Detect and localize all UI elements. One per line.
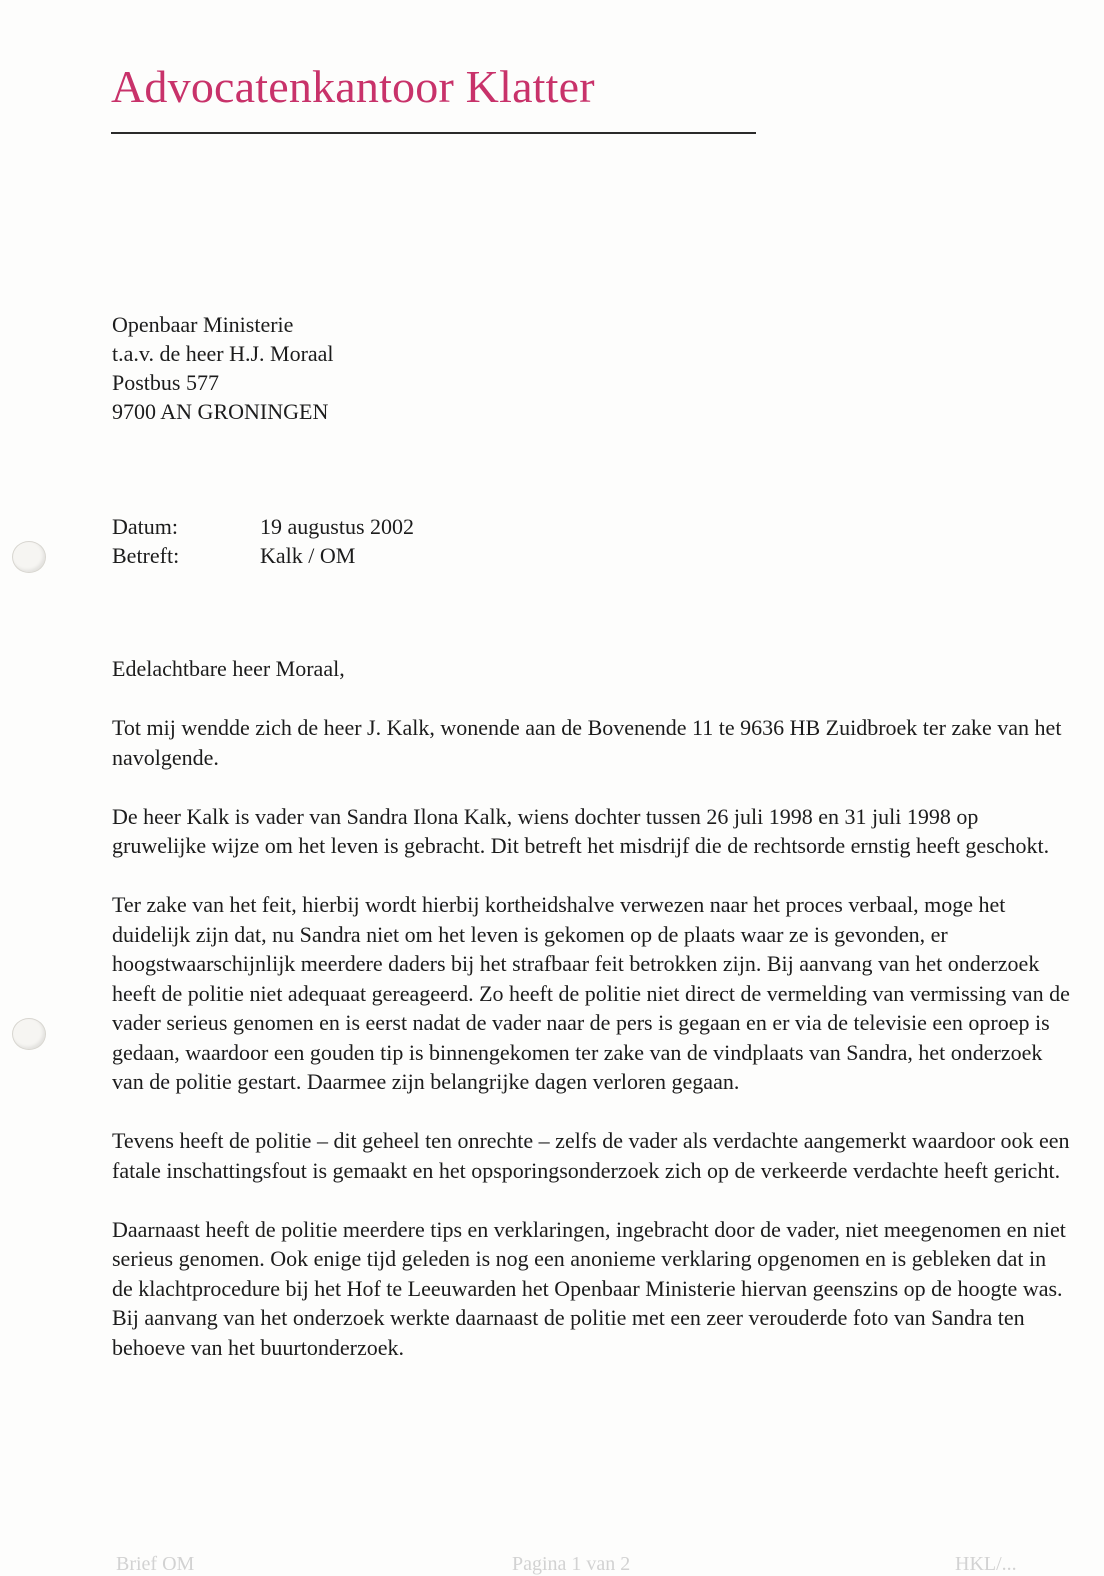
meta-row-date xyxy=(112,512,414,541)
paragraph-2: De heer Kalk is vader van Sandra Ilona Kalk, wiens dochter tussen 26 juli 1998 en 31 juli 1998 op gruwelijke wijze om het leven is gebracht. Dit betreft het misdrijf die de rechtsorde ernstig heeft geschokt. xyxy=(112,803,1050,858)
recipient-line-city: 9700 AN GRONINGEN xyxy=(112,399,329,424)
paragraph-4: Tevens heeft de politie – dit geheel ten onrechte – zelfs de vader als verdachte aangemerkt waardoor ook een fatale inschattingsfout is gemaakt en het opsporingsonderzoek zich op de verkeerde verdachte heeft gericht. xyxy=(112,1128,1070,1183)
paragraph-5: Daarnaast heeft de politie meerdere tips en verklaringen, ingebracht door de vader, niet meegenomen en niet serieus genomen. Ook enige tijd geleden is nog een anonieme verklaring opgenomen en is gebleken dat in de klachtprocedure bij het Hof te Leeuwarden het Openbaar Ministerie hiervan geenszins op de hoogte was. Bij aanvang van het onderzoek werkte daarnaast de politie met een zeer verouderde foto van Sandra ten behoeve van het buurtonderzoek. xyxy=(112,1216,1066,1360)
punch-hole-top xyxy=(12,541,46,573)
letter-meta xyxy=(112,512,414,570)
date-label: Datum: xyxy=(112,514,178,539)
footer-right: HKL/... xyxy=(955,1553,1017,1575)
letterhead-divider xyxy=(111,132,756,134)
letter-body xyxy=(112,654,1072,1392)
subject-value: Kalk / OM xyxy=(260,543,356,568)
recipient-line-attention: t.a.v. de heer H.J. Moraal xyxy=(112,341,334,366)
subject-label: Betreft: xyxy=(112,543,180,568)
recipient-line-organisation: Openbaar Ministerie xyxy=(112,312,294,337)
date-value: 19 augustus 2002 xyxy=(260,514,414,539)
paragraph-1: Tot mij wendde zich de heer J. Kalk, wonende aan de Bovenende 11 te 9636 HB Zuidbroek ter zake van het navolgende. xyxy=(112,715,1062,770)
meta-row-subject xyxy=(112,541,414,570)
recipient-line-postbox: Postbus 577 xyxy=(112,370,219,395)
recipient-address xyxy=(112,310,334,426)
paragraph-3: Ter zake van het feit, hierbij wordt hierbij kortheidshalve verwezen naar het proces verbaal, moge het duidelijk zijn dat, nu Sandra niet om het leven is gekomen op de plaats waar ze is gevonden, er hoogstwaarschijnlijk meerdere daders bij het strafbaar feit betrokken zijn. Bij aanvang van het onderzoek heeft de politie niet adequaat gereageerd. Zo heeft de politie niet direct de vermelding van vermissing van de vader serieus genomen en is eerst nadat de vader naar de pers is gegaan en er via de televisie een oproep is gedaan, waardoor een gouden tip is binnengekomen ter zake van de vindplaats van Sandra, het onderzoek van de politie gestart. Daarmee zijn belangrijke dagen verloren gegaan. xyxy=(112,892,1070,1094)
salutation: Edelachtbare heer Moraal, xyxy=(112,656,345,681)
punch-hole-bottom xyxy=(12,1018,46,1050)
footer-left: Brief OM xyxy=(116,1553,195,1575)
footer-center: Pagina 1 van 2 xyxy=(512,1553,631,1575)
letterhead-firm-name: Advocatenkantoor Klatter xyxy=(111,61,595,112)
